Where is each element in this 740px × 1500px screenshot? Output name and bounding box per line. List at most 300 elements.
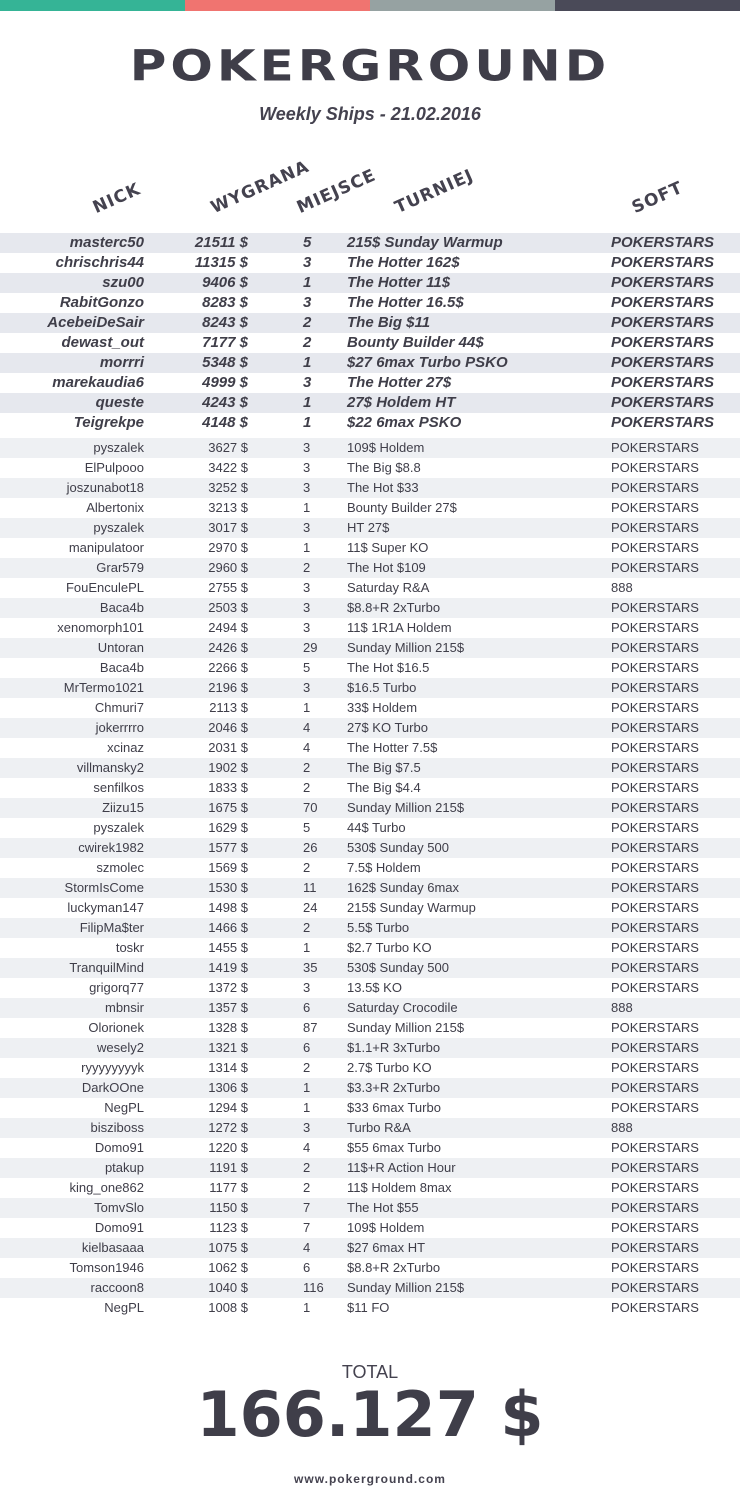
cell-place: 1 [303, 540, 311, 555]
total-value: 166.127 $ [196, 1378, 544, 1451]
cell-soft: 888 [611, 580, 633, 595]
cell-win: 1466 $ [208, 920, 248, 935]
cell-place: 2 [303, 860, 311, 875]
table-row [0, 1038, 740, 1058]
cell-soft: POKERSTARS [611, 600, 699, 615]
table-row [0, 313, 740, 333]
table-row [0, 838, 740, 858]
cell-nick: mbnsir [104, 1000, 144, 1015]
cell-win: 1629 $ [208, 820, 248, 835]
cell-tour: Bounty Builder 27$ [347, 500, 457, 515]
cell-place: 1 [303, 1300, 311, 1315]
cell-win: 2031 $ [208, 740, 248, 755]
table-row [0, 478, 740, 498]
cell-nick: Olorionek [88, 1020, 144, 1035]
cell-tour: $3.3+R 2xTurbo [347, 1080, 441, 1095]
cell-tour: 530$ Sunday 500 [347, 960, 449, 975]
cell-nick: marekaudia6 [52, 374, 144, 391]
cell-soft: POKERSTARS [611, 1180, 699, 1195]
cell-nick: Albertonix [86, 500, 144, 515]
table-row [0, 1078, 740, 1098]
cell-tour: Turbo R&A [347, 1120, 411, 1135]
cell-place: 2 [303, 780, 311, 795]
cell-win: 1220 $ [208, 1140, 248, 1155]
results-table [0, 233, 740, 1318]
table-row [0, 458, 740, 478]
cell-place: 3 [303, 480, 311, 495]
cell-nick: DarkOOne [81, 1080, 144, 1095]
table-row [0, 273, 740, 293]
cell-soft: POKERSTARS [611, 820, 699, 835]
cell-tour: $2.7 Turbo KO [347, 940, 432, 955]
cell-win: 2426 $ [208, 640, 248, 655]
cell-nick: pyszalek [93, 520, 144, 535]
color-bar-dark [555, 0, 740, 11]
table-row [0, 1238, 740, 1258]
cell-tour: The Big $8.8 [347, 460, 421, 475]
cell-nick: xcinaz [107, 740, 144, 755]
cell-win: 1191 $ [209, 1160, 248, 1175]
cell-place: 7 [303, 1200, 311, 1215]
cell-win: 2494 $ [208, 620, 248, 635]
color-bar-gray [370, 0, 555, 11]
cell-win: 3627 $ [208, 440, 248, 455]
cell-nick: joszunabot18 [66, 480, 144, 495]
cell-nick: Tomson1946 [69, 1260, 144, 1275]
cell-nick: villmansky2 [76, 760, 144, 775]
table-row [0, 498, 740, 518]
cell-win: 5348 $ [202, 354, 248, 371]
cell-tour: 11$+R Action Hour [347, 1160, 456, 1175]
cell-place: 7 [303, 1220, 311, 1235]
cell-win: 1569 $ [208, 860, 248, 875]
cell-win: 1455 $ [208, 940, 248, 955]
cell-win: 1177 $ [209, 1180, 248, 1195]
cell-nick: queste [95, 394, 144, 411]
cell-place: 3 [303, 254, 312, 271]
cell-win: 1306 $ [208, 1080, 248, 1095]
cell-soft: POKERSTARS [611, 620, 699, 635]
cell-nick: luckyman147 [67, 900, 144, 915]
cell-win: 1675 $ [208, 800, 248, 815]
table-row [0, 1278, 740, 1298]
cell-tour: $16.5 Turbo [347, 680, 417, 695]
cell-soft: POKERSTARS [611, 1040, 699, 1055]
cell-win: 11315 $ [194, 254, 248, 271]
page-subtitle: Weekly Ships - 21.02.2016 [259, 104, 481, 124]
cell-place: 3 [303, 374, 312, 391]
table-row [0, 798, 740, 818]
cell-soft: POKERSTARS [611, 1280, 699, 1295]
cell-nick: chrischris44 [55, 254, 144, 271]
cell-place: 3 [303, 1120, 311, 1135]
cell-tour: $27 6max Turbo PSKO [347, 354, 508, 371]
cell-tour: 27$ KO Turbo [347, 720, 428, 735]
cell-soft: POKERSTARS [611, 1200, 699, 1215]
cell-win: 1008 $ [208, 1300, 248, 1315]
cell-soft: POKERSTARS [611, 880, 699, 895]
table-row [0, 558, 740, 578]
cell-place: 3 [303, 520, 311, 535]
cell-soft: POKERSTARS [611, 1240, 699, 1255]
cell-place: 3 [303, 440, 311, 455]
cell-win: 2503 $ [208, 600, 248, 615]
cell-tour: Sunday Million 215$ [347, 1280, 465, 1295]
cell-tour: 162$ Sunday 6max [347, 880, 460, 895]
cell-place: 6 [303, 1260, 311, 1275]
cell-soft: POKERSTARS [611, 540, 699, 555]
cell-place: 2 [303, 1160, 311, 1175]
cell-place: 1 [303, 354, 312, 371]
cell-win: 1833 $ [208, 780, 248, 795]
cell-win: 1150 $ [209, 1200, 248, 1215]
cell-soft: POKERSTARS [611, 900, 699, 915]
table-row [0, 333, 740, 353]
header-wygrana: WYGRANA [207, 156, 313, 218]
cell-soft: POKERSTARS [611, 1300, 699, 1315]
table-row [0, 998, 740, 1018]
cell-nick: pyszalek [93, 440, 144, 455]
header-miejsce: MIEJSCE [293, 165, 380, 218]
cell-tour: 27$ Holdem HT [347, 394, 456, 411]
cell-nick: Domo91 [94, 1140, 144, 1155]
cell-place: 116 [303, 1280, 324, 1295]
cell-win: 1357 $ [208, 1000, 248, 1015]
cell-place: 1 [303, 394, 312, 411]
table-row [0, 698, 740, 718]
cell-win: 3422 $ [208, 460, 248, 475]
cell-win: 9406 $ [202, 274, 248, 291]
cell-place: 2 [303, 920, 311, 935]
table-row [0, 638, 740, 658]
cell-tour: 109$ Holdem [347, 440, 425, 455]
cell-soft: POKERSTARS [611, 354, 715, 371]
table-row [0, 1298, 740, 1318]
cell-place: 1 [303, 940, 311, 955]
cell-tour: The Big $11 [347, 314, 431, 331]
cell-soft: POKERSTARS [611, 720, 699, 735]
cell-place: 87 [303, 1020, 318, 1035]
cell-nick: grigorq77 [89, 980, 144, 995]
table-row [0, 978, 740, 998]
color-bar [0, 0, 740, 11]
table-row [0, 253, 740, 273]
table-row [0, 1018, 740, 1038]
cell-nick: Chmuri7 [94, 700, 144, 715]
cell-nick: NegPL [104, 1300, 144, 1315]
cell-soft: 888 [611, 1120, 633, 1135]
cell-soft: POKERSTARS [611, 414, 715, 431]
table-row [0, 958, 740, 978]
cell-win: 1372 $ [208, 980, 248, 995]
cell-tour: 33$ Holdem [347, 700, 418, 715]
table-row [0, 518, 740, 538]
cell-nick: masterc50 [69, 234, 144, 251]
cell-soft: POKERSTARS [611, 1080, 699, 1095]
cell-soft: POKERSTARS [611, 374, 715, 391]
cell-tour: 13.5$ KO [347, 980, 402, 995]
cell-tour: The Hotter 16.5$ [347, 294, 464, 311]
cell-nick: FilipMa$ter [79, 920, 144, 935]
cell-soft: POKERSTARS [611, 700, 699, 715]
cell-win: 1419 $ [208, 960, 248, 975]
cell-place: 35 [303, 960, 318, 975]
cell-nick: szu00 [102, 274, 144, 291]
cell-soft: POKERSTARS [611, 440, 699, 455]
cell-nick: ryyyyyyyyk [81, 1060, 144, 1075]
cell-soft: POKERSTARS [611, 500, 699, 515]
cell-tour: $55 6max Turbo [347, 1140, 441, 1155]
cell-nick: wesely2 [97, 1040, 144, 1055]
cell-soft: POKERSTARS [611, 460, 699, 475]
cell-nick: Teigrekpe [73, 414, 144, 431]
table-row [0, 233, 740, 253]
cell-tour: $11 FO [347, 1300, 390, 1315]
cell-place: 3 [303, 580, 311, 595]
cell-nick: toskr [115, 940, 144, 955]
cell-nick: Domo91 [94, 1220, 144, 1235]
cell-soft: POKERSTARS [611, 660, 699, 675]
cell-nick: TranquilMind [69, 960, 144, 975]
cell-tour: Bounty Builder 44$ [347, 334, 484, 351]
cell-tour: $8.8+R 2xTurbo [347, 1260, 441, 1275]
cell-win: 4243 $ [202, 394, 248, 411]
cell-nick: Baca4b [99, 660, 144, 675]
table-row [0, 1218, 740, 1238]
footer-url: www.pokerground.com [294, 1472, 446, 1486]
cell-place: 1 [303, 414, 312, 431]
cell-win: 4148 $ [202, 414, 248, 431]
cell-win: 1321 $ [208, 1040, 248, 1055]
cell-place: 1 [303, 500, 311, 515]
cell-nick: Baca4b [99, 600, 144, 615]
cell-soft: POKERSTARS [611, 334, 715, 351]
cell-win: 4999 $ [202, 374, 248, 391]
cell-win: 1530 $ [208, 880, 248, 895]
color-bar-salmon [185, 0, 370, 11]
cell-win: 1902 $ [208, 760, 248, 775]
cell-win: 8243 $ [202, 314, 248, 331]
cell-tour: The Hot $55 [347, 1200, 419, 1215]
cell-place: 2 [303, 560, 311, 575]
cell-soft: POKERSTARS [611, 960, 699, 975]
cell-soft: POKERSTARS [611, 940, 699, 955]
cell-soft: POKERSTARS [611, 920, 699, 935]
cell-win: 1328 $ [208, 1020, 248, 1035]
cell-place: 1 [303, 1100, 311, 1115]
table-row [0, 1098, 740, 1118]
cell-soft: POKERSTARS [611, 294, 715, 311]
table-row [0, 818, 740, 838]
cell-tour: 530$ Sunday 500 [347, 840, 449, 855]
table-row [0, 778, 740, 798]
cell-soft: POKERSTARS [611, 680, 699, 695]
cell-soft: POKERSTARS [611, 800, 699, 815]
cell-place: 4 [303, 1140, 311, 1155]
cell-nick: StormIsCome [64, 880, 144, 895]
cell-tour: 44$ Turbo [347, 820, 406, 835]
table-row [0, 858, 740, 878]
cell-tour: HT 27$ [347, 520, 390, 535]
header-nick: NICK [89, 179, 144, 218]
cell-soft: POKERSTARS [611, 394, 715, 411]
cell-win: 1272 $ [208, 1120, 248, 1135]
cell-place: 3 [303, 460, 311, 475]
color-bar-teal [0, 0, 185, 11]
cell-tour: 215$ Sunday Warmup [347, 234, 503, 251]
cell-soft: 888 [611, 1000, 633, 1015]
table-row [0, 578, 740, 598]
table-row [0, 598, 740, 618]
cell-win: 1294 $ [208, 1100, 248, 1115]
cell-place: 6 [303, 1000, 311, 1015]
cell-soft: POKERSTARS [611, 1100, 699, 1115]
cell-place: 5 [303, 820, 311, 835]
table-row [0, 658, 740, 678]
cell-win: 1040 $ [208, 1280, 248, 1295]
cell-place: 5 [303, 660, 311, 675]
cell-nick: Untoran [97, 640, 144, 655]
cell-tour: $1.1+R 3xTurbo [347, 1040, 441, 1055]
cell-win: 8283 $ [202, 294, 248, 311]
cell-win: 1577 $ [208, 840, 248, 855]
table-row [0, 1158, 740, 1178]
table-row [0, 373, 740, 393]
cell-place: 11 [303, 880, 317, 895]
cell-nick: cwirek1982 [78, 840, 144, 855]
cell-tour: 11$ 1R1A Holdem [347, 620, 452, 635]
cell-place: 70 [303, 800, 318, 815]
table-row [0, 738, 740, 758]
cell-place: 3 [303, 680, 311, 695]
cell-win: 2266 $ [208, 660, 248, 675]
cell-nick: TomvSlo [94, 1200, 144, 1215]
cell-win: 1075 $ [208, 1240, 248, 1255]
cell-place: 26 [303, 840, 318, 855]
logo: POKERGROUND [129, 41, 611, 91]
cell-soft: POKERSTARS [611, 740, 699, 755]
cell-tour: 7.5$ Holdem [347, 860, 421, 875]
table-row [0, 1258, 740, 1278]
cell-tour: The Hot $109 [347, 560, 426, 575]
header-soft: SOFT [628, 177, 687, 218]
cell-place: 1 [303, 700, 311, 715]
cell-tour: The Hotter 162$ [347, 254, 460, 271]
cell-win: 1314 $ [208, 1060, 248, 1075]
table-row [0, 353, 740, 373]
cell-tour: The Big $4.4 [347, 780, 421, 795]
cell-win: 1062 $ [208, 1260, 248, 1275]
cell-win: 1498 $ [208, 900, 248, 915]
table-row [0, 538, 740, 558]
cell-tour: 11$ Super KO [347, 540, 429, 555]
table-row [0, 293, 740, 313]
total-label: TOTAL [341, 1362, 399, 1382]
cell-win: 2755 $ [208, 580, 248, 595]
cell-tour: The Hot $33 [347, 480, 419, 495]
cell-place: 2 [303, 1060, 311, 1075]
cell-place: 5 [303, 234, 312, 251]
cell-nick: king_one862 [69, 1180, 144, 1195]
cell-soft: POKERSTARS [611, 234, 715, 251]
cell-tour: The Hotter 11$ [347, 274, 451, 291]
cell-nick: senfilkos [93, 780, 144, 795]
table-row [0, 413, 740, 433]
cell-win: 3252 $ [208, 480, 248, 495]
cell-tour: 215$ Sunday Warmup [347, 900, 476, 915]
cell-soft: POKERSTARS [611, 760, 699, 775]
cell-place: 1 [303, 1080, 311, 1095]
cell-soft: POKERSTARS [611, 1060, 699, 1075]
header-turniej: TURNIEJ [391, 165, 477, 218]
cell-tour: $27 6max HT [347, 1240, 426, 1255]
cell-tour: 5.5$ Turbo [347, 920, 410, 935]
table-row [0, 918, 740, 938]
cell-tour: 2.7$ Turbo KO [347, 1060, 432, 1075]
table-row [0, 1118, 740, 1138]
cell-nick: bisziboss [90, 1120, 144, 1135]
cell-nick: ElPulpooo [84, 460, 144, 475]
cell-nick: AcebeiDeSair [47, 314, 144, 331]
cell-win: 3213 $ [208, 500, 248, 515]
cell-tour: Saturday R&A [347, 580, 430, 595]
cell-soft: POKERSTARS [611, 980, 699, 995]
table-row [0, 438, 740, 458]
cell-place: 2 [303, 334, 312, 351]
cell-win: 7177 $ [202, 334, 248, 351]
cell-soft: POKERSTARS [611, 1020, 699, 1035]
cell-place: 29 [303, 640, 318, 655]
cell-soft: POKERSTARS [611, 1160, 699, 1175]
table-row [0, 938, 740, 958]
cell-win: 2970 $ [208, 540, 248, 555]
cell-tour: The Hotter 27$ [347, 374, 452, 391]
cell-nick: RabitGonzo [59, 294, 144, 311]
cell-nick: raccoon8 [90, 1280, 144, 1295]
cell-soft: POKERSTARS [611, 254, 715, 271]
cell-soft: POKERSTARS [611, 560, 699, 575]
cell-soft: POKERSTARS [611, 860, 699, 875]
cell-soft: POKERSTARS [611, 1220, 699, 1235]
cell-nick: xenomorph101 [57, 620, 144, 635]
cell-win: 2113 $ [209, 700, 248, 715]
cell-place: 2 [303, 760, 311, 775]
cell-nick: FouEnculePL [65, 580, 144, 595]
cell-tour: The Hot $16.5 [347, 660, 430, 675]
table-row [0, 678, 740, 698]
cell-nick: MrTermo1021 [63, 680, 144, 695]
cell-place: 2 [303, 314, 312, 331]
table-row [0, 718, 740, 738]
table-row [0, 618, 740, 638]
cell-soft: POKERSTARS [611, 840, 699, 855]
cell-tour: Saturday Crocodile [347, 1000, 458, 1015]
cell-nick: Grar579 [96, 560, 144, 575]
cell-place: 1 [303, 274, 312, 291]
cell-place: 3 [303, 294, 312, 311]
cell-tour: The Hotter 7.5$ [347, 740, 438, 755]
cell-win: 3017 $ [208, 520, 248, 535]
table-row [0, 898, 740, 918]
cell-win: 2960 $ [208, 560, 248, 575]
cell-tour: Sunday Million 215$ [347, 640, 465, 655]
cell-place: 3 [303, 600, 311, 615]
table-row [0, 1178, 740, 1198]
cell-soft: POKERSTARS [611, 274, 715, 291]
table-row [0, 758, 740, 778]
cell-soft: POKERSTARS [611, 480, 699, 495]
cell-place: 24 [303, 900, 318, 915]
